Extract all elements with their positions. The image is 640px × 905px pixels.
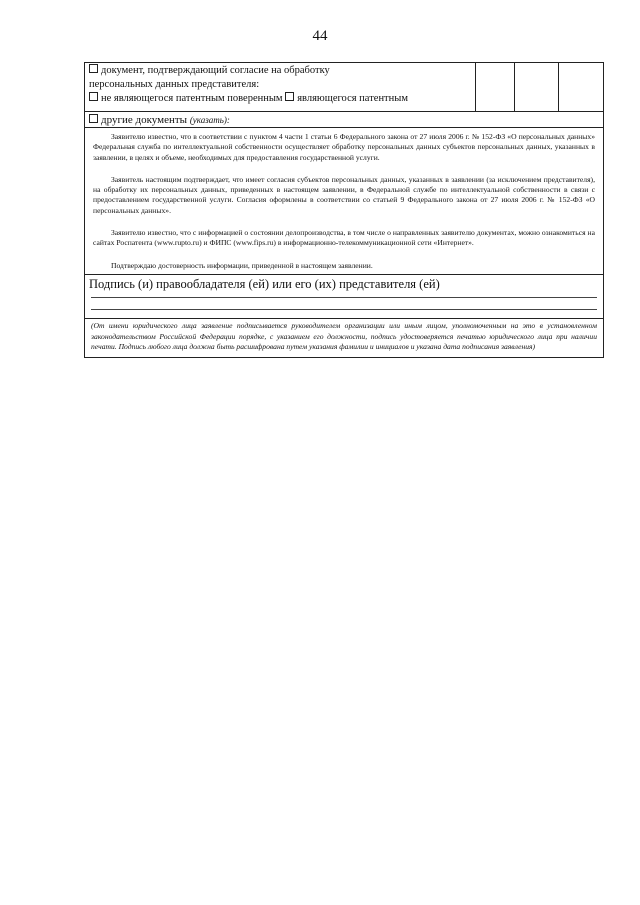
other-documents-label: другие документы: [101, 114, 188, 126]
consent-document-label: документ, подтверждающий согласие на обработку: [101, 65, 330, 76]
signature-line-2[interactable]: [91, 309, 597, 310]
consent-document-row: [85, 63, 603, 112]
paragraph-consent-confirmation: Заявитель настоящим подтверждает, что имеет согласия субъектов персональных данных, указанных в заявлении (за исключением представителя), на обработку их персональных данных, приведенных в настоящем заявлении, в Федеральной службе по интеллектуальной собственности в связи с предоставлением государственной услуги. Согласия оформлены в соответствии со статьей 9 Федерального закона от 27 июля 2006 г. № 152-ФЗ «О персональных данных».: [93, 174, 595, 215]
signature-note: (От имени юридического лица заявление подписывается руководителем организации или иным лицом, уполномоченным на это в установленном законодательством Российской Федерации порядке, с указанием его должности, подпись удостоверяется печатью юридического лица при наличии печати. Подпись любого лица должна быть расшифрована путем указания фамилии и инициалов и указана дата подписания заявления): [85, 318, 603, 357]
paragraph-information-sources: Заявителю известно, что с информацией о состоянии делопроизводства, в том числе о направленных заявителю документах, можно ознакомиться на сайтах Роспатента (www.rupto.ru) и ФИПС (www.fips.ru) в информационно-телекоммуникационной сети «Интернет».: [93, 228, 595, 248]
signature-title: Подпись (и) правообладателя (ей) или его (их) представителя (ей): [89, 276, 440, 291]
consent-document-cell: [85, 63, 475, 111]
patent-attorney-checkbox[interactable]: [285, 92, 294, 101]
signature-section: [85, 274, 603, 318]
paragraph-accuracy-confirmation: Подтверждаю достоверность информации, приведенной в настоящем заявлении.: [111, 260, 373, 270]
other-documents-checkbox[interactable]: [89, 114, 98, 123]
application-form: [84, 62, 604, 358]
blank-cell-1: [475, 63, 514, 111]
patent-attorney-label: являющегося патентным: [297, 93, 408, 104]
signature-line-1[interactable]: [91, 297, 597, 298]
other-documents-row: [85, 112, 603, 128]
consent-text-block: [85, 128, 603, 271]
page-number: 44: [312, 28, 328, 44]
consent-document-line2: персональных данных представителя:: [89, 79, 260, 90]
consent-document-checkbox[interactable]: [89, 64, 98, 73]
blank-cell-3: [558, 63, 603, 111]
paragraph-personal-data-processing: Заявителю известно, что в соответствии с пунктом 4 части 1 статьи 6 Федерального закона от 27 июля 2006 г. № 152-ФЗ «О персональных данных» Федеральная служба по интеллектуальной собственности осуществляет обработку персональных данных субъектов персональных данных, указанных в заявлении, в целях и объеме, необходимых для предоставления государственной услуги.: [93, 132, 595, 162]
representative-options: [89, 92, 471, 106]
other-documents-hint: (указать):: [189, 115, 230, 125]
not-patent-attorney-label: не являющегося патентным поверенным: [101, 93, 283, 104]
consent-document-line1: [89, 64, 471, 78]
not-patent-attorney-checkbox[interactable]: [89, 92, 98, 101]
blank-cell-2: [514, 63, 558, 111]
